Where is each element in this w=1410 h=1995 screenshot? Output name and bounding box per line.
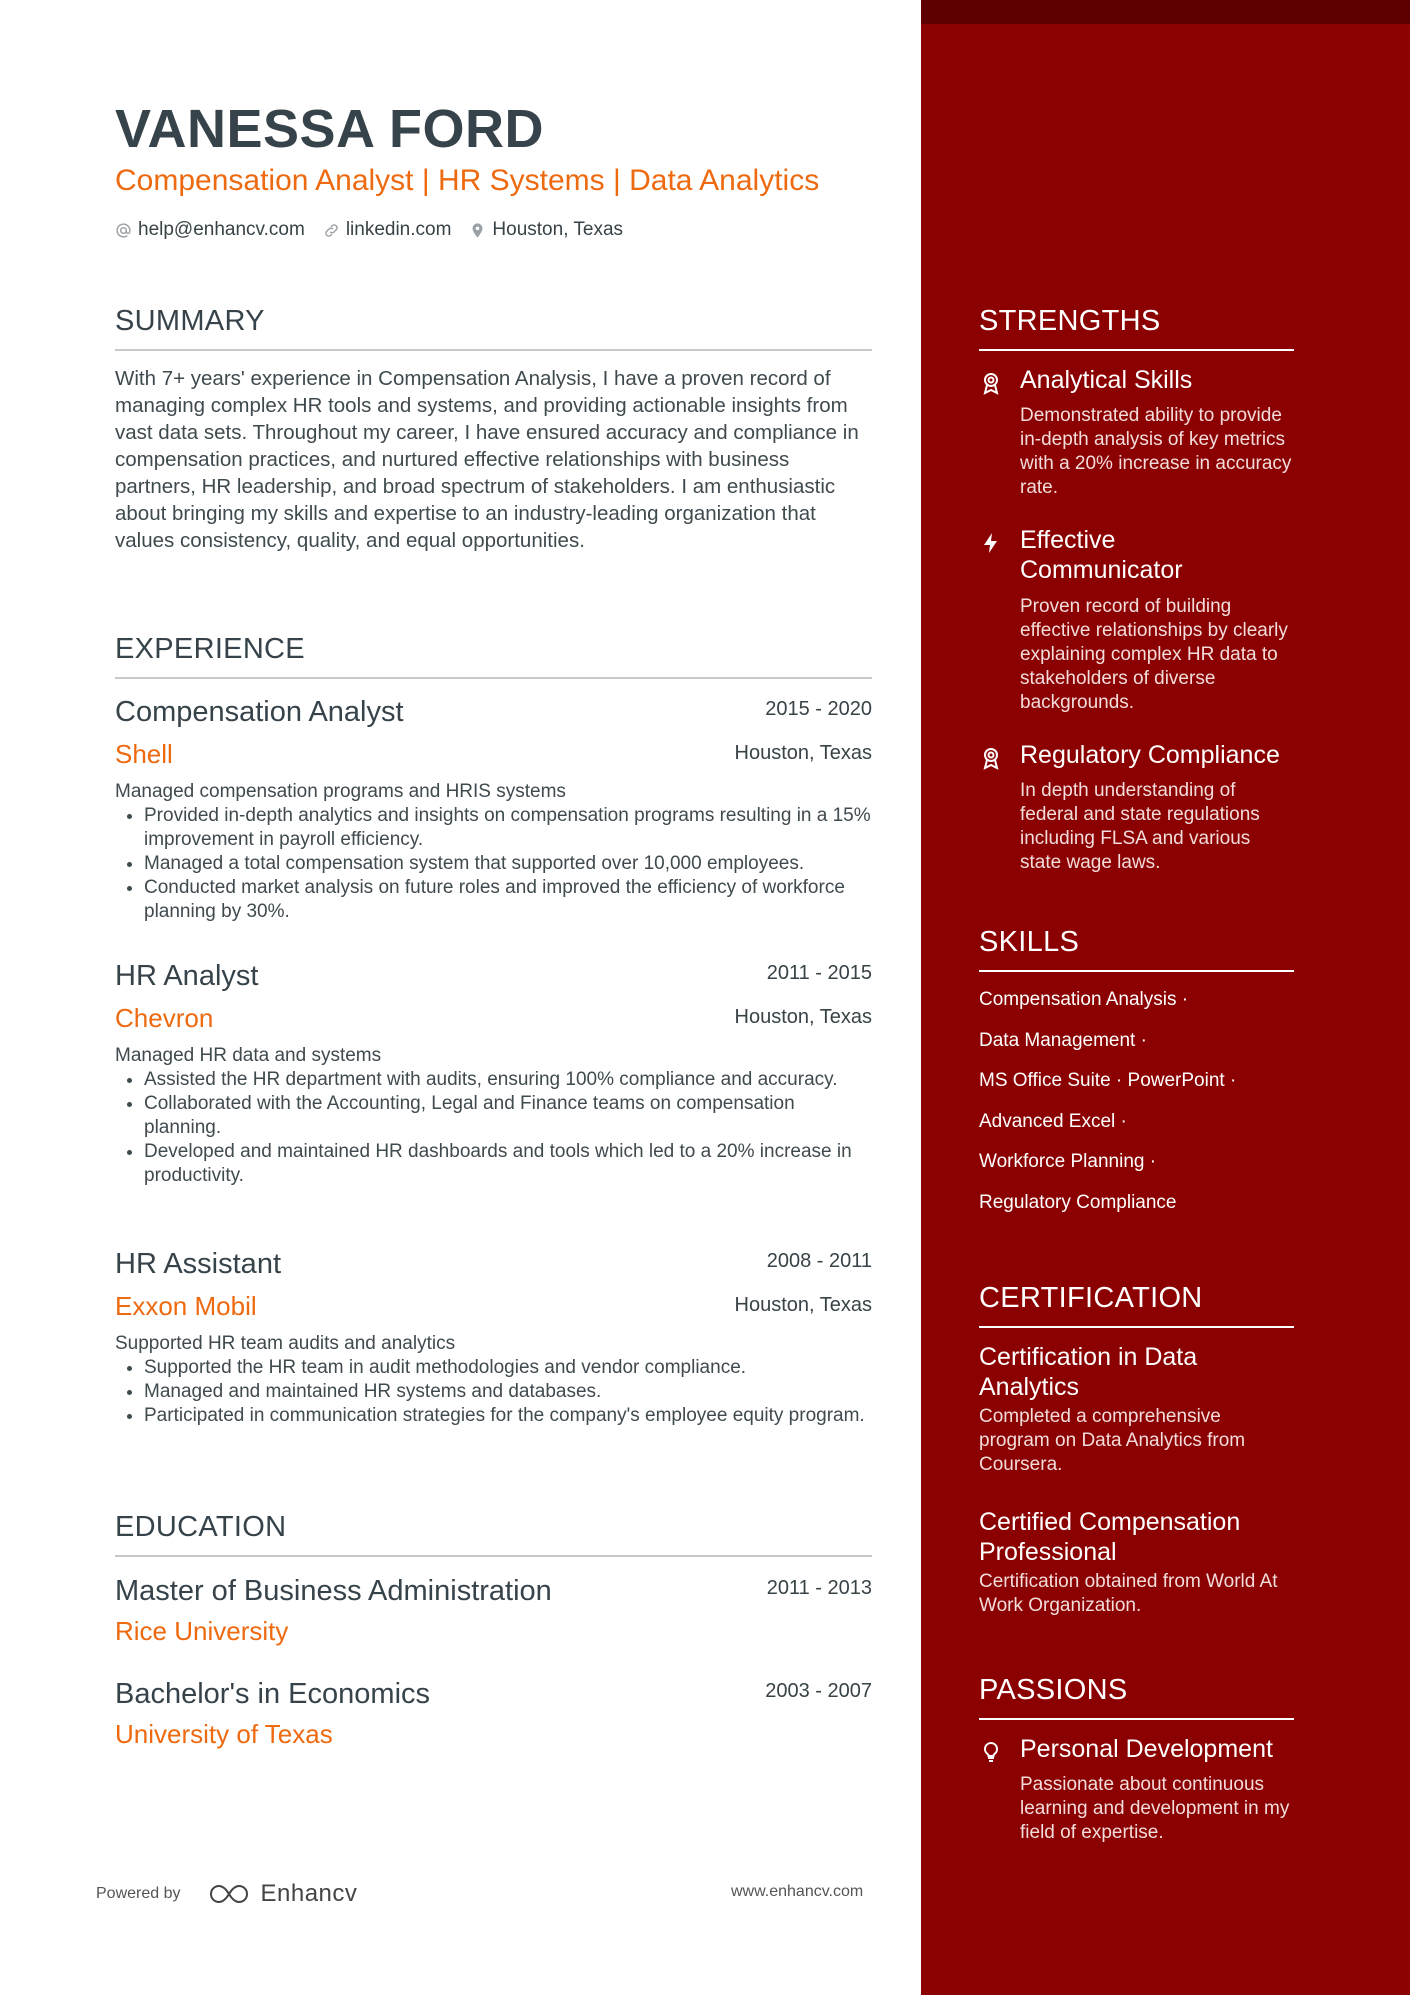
job-dates: 2011 - 2015 [766,962,872,984]
passions-heading: PASSIONS [979,1672,1294,1720]
contact-location [469,217,623,243]
lightbulb-icon [979,1740,1003,1764]
bullet: • Managed and maintained HR systems and databases. [144,1380,872,1404]
education-dates: 2011 - 2013 [766,1577,872,1599]
link-icon [323,222,340,239]
certification-description: Certification obtained from World At Work Organization. [979,1571,1278,1616]
passion-description: Passionate about continuous learning and development in my field of expertise. [1020,1774,1290,1843]
job-title: HR Assistant [115,1248,281,1280]
bullet: • Provided in-depth analytics and insights on compensation programs resulting in a 15% improvement in payroll efficiency. [144,804,872,852]
strength-description: Proven record of building effective relationships by clearly explaining complex HR data to stakeholders of diverse backgrounds. [1020,596,1288,713]
certification-item [979,1342,1299,1477]
skill-row: Regulatory Compliance [979,1191,1177,1213]
email-text: help@enhancv.com [138,219,305,240]
enhancv-logo-icon [207,1881,253,1907]
strength-title: Effective Communicator [1020,526,1183,584]
strength-title: Analytical Skills [1020,366,1193,394]
skills-list [979,985,1299,1228]
degree-title: Bachelor's in Economics [115,1678,431,1710]
school-name: University of Texas [115,1719,333,1749]
contact-linkedin[interactable] [323,217,452,243]
bullet: • Conducted market analysis on future roles and improved the efficiency of workforce planning by 30%. [144,876,872,924]
job-dates: 2008 - 2011 [766,1250,872,1272]
skill-row: Data Management · [979,1029,1147,1051]
job-bullets [115,1068,872,1188]
award-icon [979,746,1003,770]
certification-item [979,1507,1299,1618]
company-name: Chevron [115,1003,214,1033]
education-heading: EDUCATION [115,1509,872,1557]
degree-title: Master of Business Administration [115,1575,552,1607]
lightning-icon [979,531,1003,555]
sidebar-top-bar [921,0,1410,24]
award-icon [979,371,1003,395]
job-bullets [115,804,872,924]
location-pin-icon [469,222,486,239]
bullet: • Supported the HR team in audit methodologies and vendor compliance. [144,1356,872,1380]
bullet: • Participated in communication strategies for the company's employee equity program. [144,1404,872,1428]
enhancv-logo[interactable] [207,1880,358,1908]
at-icon [115,222,132,239]
job-description: Managed compensation programs and HRIS systems [115,781,566,802]
job-title: Compensation Analyst [115,696,404,728]
headline: Compensation Analyst | HR Systems | Data Analytics [115,164,820,197]
location-text: Houston, Texas [492,219,624,240]
bullet: • Assisted the HR department with audits, ensuring 100% compliance and accuracy. [144,1068,872,1092]
job-bullets [115,1356,872,1428]
experience-heading: EXPERIENCE [115,631,872,679]
education-dates: 2003 - 2007 [765,1680,872,1702]
certification-description: Completed a comprehensive program on Data Analytics from Coursera. [979,1406,1246,1475]
job-title: HR Analyst [115,960,259,992]
job-location: Houston, Texas [734,1294,872,1316]
skill-row: MS Office Suite · PowerPoint · [979,1070,1237,1091]
certification-title: Certification in Data Analytics [979,1343,1198,1401]
certification-heading: CERTIFICATION [979,1280,1294,1328]
linkedin-text: linkedin.com [345,219,452,240]
footer-website[interactable]: www.enhancv.com [731,1883,864,1900]
brand-name: Enhancv [260,1880,358,1907]
bullet: • Managed a total compensation system that supported over 10,000 employees. [144,852,872,876]
summary-text: With 7+ years' experience in Compensation Analysis, I have a proven record of managing complex HR tools and systems, and providing actionable insights from vast data sets. Throughout my career, I have ensured accuracy and compliance in compensation practices, and nurtured effective relationships with business partners, HR leadership, and broad spectrum of stakeholders. I am enthusiastic about bringing my skills and expertise to an industry-leading organization that values consistency, quality, and equal opportunities. [115,367,859,552]
strength-description: Demonstrated ability to provide in-depth analysis of key metrics with a 20% increase in accuracy rate. [1020,405,1292,498]
bullet: • Developed and maintained HR dashboards and tools which led to a 20% increase in productivity. [144,1140,872,1188]
candidate-name: VANESSA FORD [115,99,545,159]
skill-row: Workforce Planning · [979,1151,1157,1172]
strength-description: In depth understanding of federal and state regulations including FLSA and various state wage laws. [1020,780,1260,873]
contact-bar [115,217,623,243]
job-description: Managed HR data and systems [115,1045,382,1066]
school-name: Rice University [115,1616,289,1646]
passion-title: Personal Development [1020,1735,1273,1763]
powered-by-label: Powered by [96,1885,181,1902]
skills-heading: SKILLS [979,924,1294,972]
certification-title: Certified Compensation Professional [979,1508,1241,1566]
job-dates: 2015 - 2020 [765,698,872,720]
strength-title: Regulatory Compliance [1020,741,1280,769]
company-name: Shell [115,739,173,769]
contact-email[interactable] [115,217,305,243]
footer-branding [96,1880,357,1908]
skill-row: Compensation Analysis · [979,989,1189,1010]
strengths-heading: STRENGTHS [979,303,1294,351]
bullet: • Collaborated with the Accounting, Legal and Finance teams on compensation planning. [144,1092,872,1140]
job-description: Supported HR team audits and analytics [115,1333,456,1354]
company-name: Exxon Mobil [115,1291,257,1321]
summary-heading: SUMMARY [115,303,872,351]
job-location: Houston, Texas [734,1006,872,1028]
job-location: Houston, Texas [734,742,872,764]
skill-row: Advanced Excel · [979,1110,1127,1132]
